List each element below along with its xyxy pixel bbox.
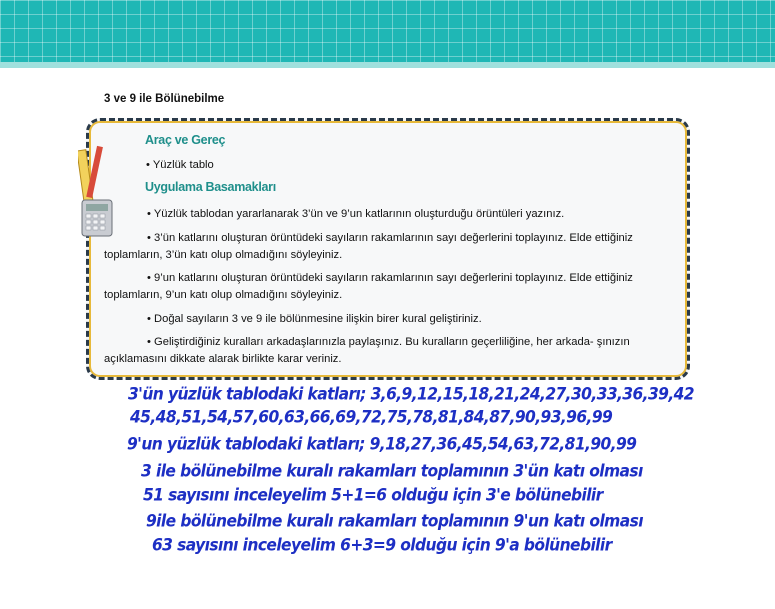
steps-heading: Uygulama Basamakları bbox=[145, 180, 276, 194]
handwritten-line: 3'ün yüzlük tablodaki katları; 3,6,9,12,15,18,21,24,27,30,33,36,39,42 bbox=[128, 384, 694, 404]
step-item: • 9’un katlarını oluşturan örüntüdeki sayıların rakamlarının sayı değerlerini toplayınız. Elde ettiğiniz toplamların, 9’un katı olup olmadığını söyleyiniz. bbox=[104, 272, 633, 301]
handwritten-line: 3 ile bölünebilme kuralı rakamları toplamının 3'ün katı olması bbox=[141, 461, 643, 481]
step-item: • Yüzlük tablodan yararlanarak 3’ün ve 9’un katlarının oluşturduğu örüntüleri yazınız. bbox=[147, 208, 565, 220]
section-title: 3 ve 9 ile Bölünebilme bbox=[104, 93, 225, 105]
step-item: • Geliştirdiğiniz kuralları arkadaşlarınızla paylaşınız. Bu kuralların geçerliliğine, her arkada- şınızın açıklamasını dikkate alarak birlikte karar veriniz. bbox=[104, 336, 630, 365]
handwritten-line: 9ile bölünebilme kuralı rakamları toplamının 9'un katı olması bbox=[146, 511, 643, 531]
materials-heading: Araç ve Gereç bbox=[145, 133, 226, 147]
materials-item: • Yüzlük tablo bbox=[146, 159, 214, 171]
step-item: • 3’ün katlarını oluşturan örüntüdeki sayıların rakamlarının sayı değerlerini toplayınız. Elde ettiğiniz toplamların, 3’ün katı olup olmadığını söyleyiniz. bbox=[104, 232, 633, 261]
handwritten-line: 51 sayısını inceleyelim 5+1=6 olduğu için 3'e bölünebilir bbox=[143, 485, 603, 505]
handwritten-line: 9'un yüzlük tablodaki katları; 9,18,27,36,45,54,63,72,81,90,99 bbox=[127, 434, 637, 454]
handwritten-line: 45,48,51,54,57,60,63,66,69,72,75,78,81,84,87,90,93,96,99 bbox=[130, 407, 613, 427]
pencil-ruler-calculator-icon bbox=[78, 140, 114, 240]
header-grid-band bbox=[0, 0, 775, 68]
handwritten-line: 63 sayısını inceleyelim 6+3=9 olduğu için 9'a bölünebilir bbox=[152, 535, 612, 555]
step-item: • Doğal sayıların 3 ve 9 ile bölünmesine ilişkin birer kural geliştiriniz. bbox=[147, 313, 482, 325]
